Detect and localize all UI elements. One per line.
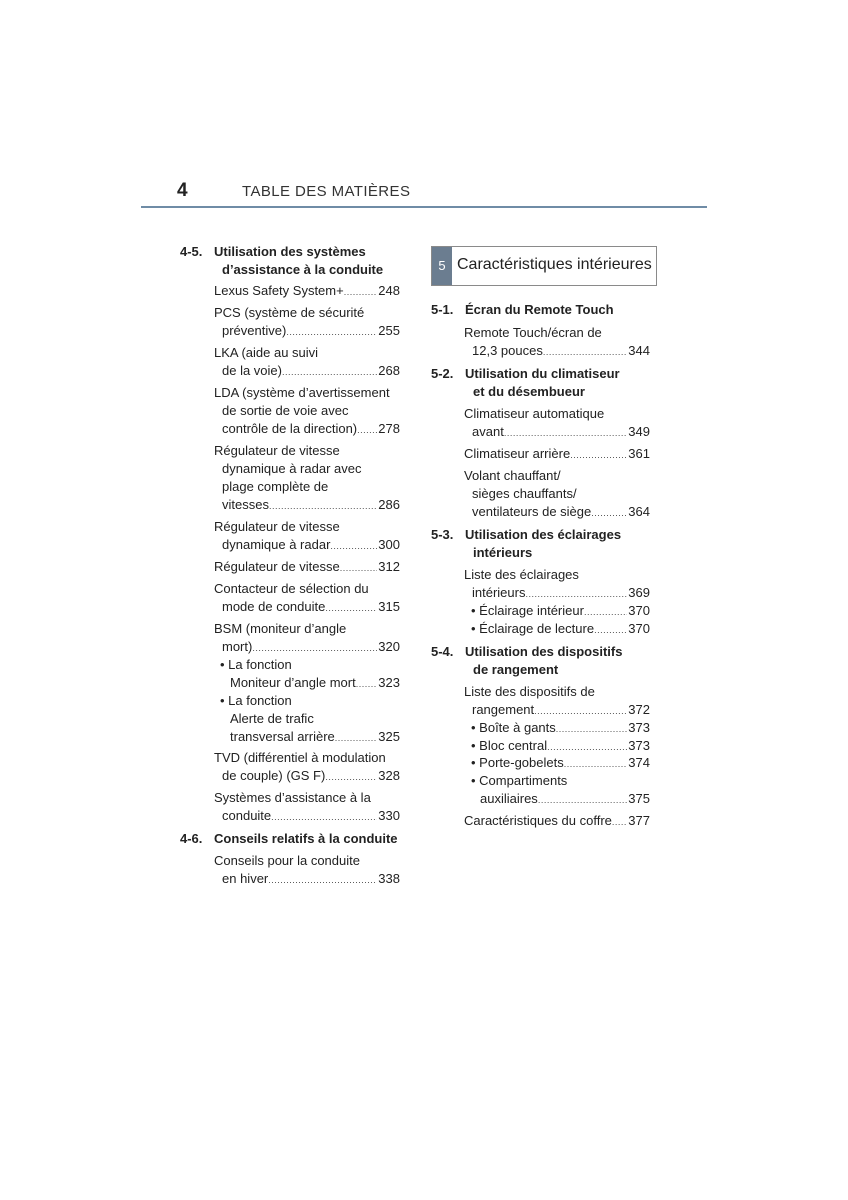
leader-dots <box>344 283 378 301</box>
entry-title-line: sièges chauffants/ <box>472 486 577 501</box>
toc-entry-radar-cruise[interactable] <box>214 518 400 555</box>
toc-entry-interior-light[interactable] <box>471 602 650 621</box>
entry-title-line: • La fonction <box>220 657 292 672</box>
entry-title-line: PCS (système de sécurité <box>214 305 365 320</box>
toc-entry-trunk-features[interactable] <box>464 812 650 831</box>
entry-title: avant <box>472 424 504 439</box>
section-title-line: Utilisation des systèmes <box>214 244 366 259</box>
entry-title: de la voie) <box>222 363 282 378</box>
entry-title: conduite <box>222 808 272 823</box>
leader-dots <box>594 621 627 639</box>
page-ref: 320 <box>378 639 400 654</box>
toc-entry-auxiliary-boxes[interactable] <box>471 772 650 809</box>
section-number: 4-6. <box>180 831 203 846</box>
entry-title-line: LKA (aide au suivi <box>214 345 319 360</box>
page-ref: 300 <box>378 537 400 552</box>
page-ref: 315 <box>378 599 400 614</box>
entry-title-line: Conseils pour la conduite <box>214 853 360 868</box>
section-number: 5-4. <box>431 644 454 659</box>
entry-title: auxiliaires <box>480 791 538 806</box>
page-ref: 330 <box>378 808 400 823</box>
toc-entry-storage-list[interactable] <box>464 683 650 720</box>
leader-dots <box>612 813 627 831</box>
leader-dots <box>282 363 377 381</box>
toc-entry-lda[interactable] <box>214 384 400 439</box>
section-title-line: et du désembueur <box>473 384 585 399</box>
entry-title: mode de conduite <box>222 599 326 614</box>
page-ref: 328 <box>378 768 400 783</box>
entry-title-line: TVD (différentiel à modulation <box>214 750 386 765</box>
entry-title: Caractéristiques du coffre <box>464 813 612 828</box>
leader-dots <box>564 755 628 773</box>
toc-entry-lexus-safety-system[interactable] <box>214 282 400 301</box>
entry-title: vitesses <box>222 497 269 512</box>
leader-dots <box>534 702 627 720</box>
page-ref: 374 <box>628 755 650 770</box>
entry-title-line: • La fonction <box>220 693 292 708</box>
toc-entry-reading-light[interactable] <box>471 620 650 639</box>
toc-entry-lka[interactable] <box>214 344 400 381</box>
entry-title: • Porte-gobelets <box>471 755 564 770</box>
page-ref: 375 <box>628 791 650 806</box>
entry-title: • Boîte à gants <box>471 720 556 735</box>
entry-title-line: Remote Touch/écran de <box>464 325 602 340</box>
page-ref: 373 <box>628 738 650 753</box>
entry-title: Moniteur d’angle mort <box>230 675 356 690</box>
page-ref: 372 <box>628 702 650 717</box>
entry-title: Climatiseur arrière <box>464 446 571 461</box>
entry-title: contrôle de la direction) <box>222 421 358 436</box>
entry-title-line: Régulateur de vitesse <box>214 443 340 458</box>
page-ref: 369 <box>628 585 650 600</box>
page-ref: 349 <box>628 424 650 439</box>
leader-dots <box>504 424 627 442</box>
entry-title-line: BSM (moniteur d’angle <box>214 621 347 636</box>
leader-dots <box>356 675 378 693</box>
leader-dots <box>286 323 377 341</box>
page-ref: 278 <box>378 421 400 436</box>
entry-title: • Éclairage intérieur <box>471 603 584 618</box>
header-title: TABLE DES MATIÈRES <box>242 183 411 200</box>
leader-dots <box>584 603 627 621</box>
entry-title-line: plage complète de <box>222 479 329 494</box>
leader-dots <box>340 559 378 577</box>
page-ref: 364 <box>628 504 650 519</box>
chapter-number-tab: 5 <box>432 247 452 285</box>
entry-title-line: Liste des éclairages <box>464 567 579 582</box>
entry-title-line: Climatiseur automatique <box>464 406 605 421</box>
entry-title: transversal arrière <box>230 729 335 744</box>
page-ref: 338 <box>378 871 400 886</box>
leader-dots <box>325 599 377 617</box>
chapter-heading-box[interactable] <box>431 246 657 286</box>
section-number: 5-2. <box>431 366 454 381</box>
entry-title: • Bloc central <box>471 738 548 753</box>
leader-dots <box>525 585 627 603</box>
page-ref: 361 <box>628 446 650 461</box>
page-ref: 325 <box>378 729 400 744</box>
leader-dots <box>543 343 627 361</box>
page-ref: 373 <box>628 720 650 735</box>
leader-dots <box>271 808 377 826</box>
entry-title-line: dynamique à radar avec <box>222 461 362 476</box>
leader-dots <box>269 497 377 515</box>
section-title-line: Conseils relatifs à la conduite <box>214 831 398 846</box>
leader-dots <box>570 446 627 464</box>
leader-dots <box>556 720 628 738</box>
toc-entry-heated-seats[interactable] <box>464 467 650 522</box>
page-ref: 268 <box>378 363 400 378</box>
toc-entry-bsm[interactable] <box>214 620 400 657</box>
entry-title: intérieurs <box>472 585 526 600</box>
page-ref: 377 <box>628 813 650 828</box>
section-title-line: Utilisation des dispositifs <box>465 644 623 659</box>
toc-entry-blind-spot-function[interactable] <box>220 656 400 693</box>
page-ref: 255 <box>378 323 400 338</box>
toc-entry-rear-climate[interactable] <box>464 445 650 464</box>
toc-entry-driving-assist-systems[interactable] <box>214 789 400 826</box>
page-ref: 248 <box>378 283 400 298</box>
section-number: 5-3. <box>431 527 454 542</box>
leader-dots <box>268 871 377 889</box>
page-ref: 370 <box>628 621 650 636</box>
leader-dots <box>357 421 377 439</box>
header-divider <box>141 206 707 208</box>
entry-title-line: Liste des dispositifs de <box>464 684 595 699</box>
toc-entry-cup-holders[interactable] <box>471 754 650 773</box>
section-title-line: d’assistance à la conduite <box>222 262 384 277</box>
leader-dots <box>335 729 378 747</box>
entry-title-line: LDA (système d’avertissement <box>214 385 390 400</box>
toc-entry-front-automatic-climate[interactable] <box>464 405 650 442</box>
toc-entry-cruise-control[interactable] <box>214 558 400 577</box>
entry-title-line: de sortie de voie avec <box>222 403 349 418</box>
entry-title: ventilateurs de siège <box>472 504 592 519</box>
chapter-title: Caractéristiques intérieures <box>457 256 652 273</box>
entry-title: mort) <box>222 639 253 654</box>
page-ref: 344 <box>628 343 650 358</box>
entry-title: • Éclairage de lecture <box>471 621 595 636</box>
leader-dots <box>330 537 377 555</box>
leader-dots <box>325 768 377 786</box>
page-ref: 312 <box>378 559 400 574</box>
toc-entry-tvd[interactable] <box>214 749 400 786</box>
entry-title: 12,3 pouces <box>472 343 543 358</box>
entry-title-line: Systèmes d’assistance à la <box>214 790 371 805</box>
leader-dots <box>591 504 627 522</box>
entry-title-line: Régulateur de vitesse <box>214 519 340 534</box>
entry-title: de couple) (GS F) <box>222 768 326 783</box>
section-title-line: Écran du Remote Touch <box>465 302 614 317</box>
entry-title: en hiver <box>222 871 269 886</box>
toc-entry-interior-lights-list[interactable] <box>464 566 650 603</box>
section-title-line: Utilisation des éclairages <box>465 527 622 542</box>
toc-entry-winter-driving[interactable] <box>214 852 400 889</box>
leader-dots <box>252 639 377 657</box>
entry-title: Régulateur de vitesse <box>214 559 340 574</box>
section-number: 4-5. <box>180 244 203 259</box>
leader-dots <box>538 791 627 809</box>
section-title-line: intérieurs <box>473 545 533 560</box>
page-ref: 370 <box>628 603 650 618</box>
entry-title: rangement <box>472 702 535 717</box>
entry-title-line: Volant chauffant/ <box>464 468 561 483</box>
section-title-line: Utilisation du climatiseur <box>465 366 620 381</box>
toc-entry-glove-box[interactable] <box>471 719 650 738</box>
page-ref: 323 <box>378 675 400 690</box>
toc-entry-rear-cross-traffic[interactable] <box>220 692 400 747</box>
entry-title: Lexus Safety System+ <box>214 283 344 298</box>
page-number: 4 <box>177 180 188 201</box>
entry-title-line: Alerte de trafic <box>230 711 314 726</box>
toc-entry-pcs[interactable] <box>214 304 400 341</box>
section-number: 5-1. <box>431 302 454 317</box>
page-ref: 286 <box>378 497 400 512</box>
toc-entry-full-speed-radar-cruise[interactable] <box>214 442 400 515</box>
entry-title: préventive) <box>222 323 287 338</box>
toc-entry-remote-touch[interactable] <box>464 324 650 361</box>
entry-title: dynamique à radar <box>222 537 331 552</box>
section-title-line: de rangement <box>473 662 559 677</box>
entry-title-line: • Compartiments <box>471 773 568 788</box>
toc-entry-drive-mode-switch[interactable] <box>214 580 400 617</box>
entry-title-line: Contacteur de sélection du <box>214 581 369 596</box>
